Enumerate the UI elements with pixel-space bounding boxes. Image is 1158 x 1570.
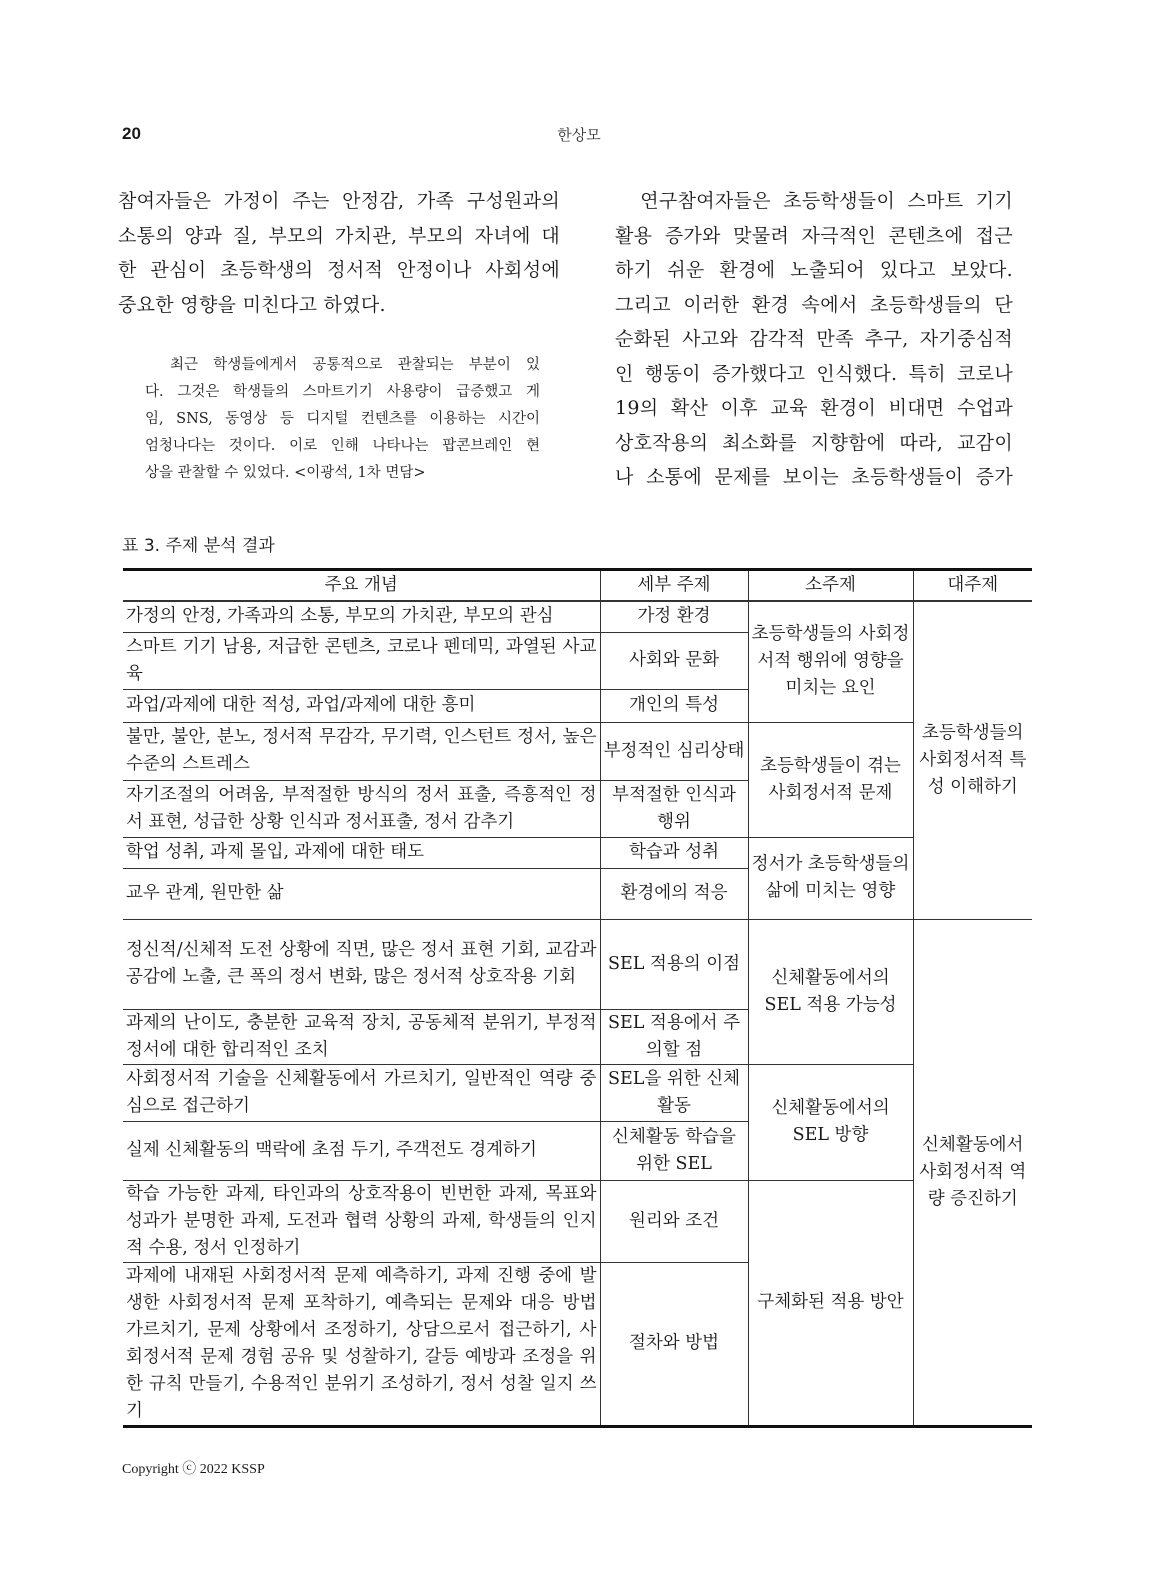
table-row [123,722,1032,780]
detail-theme-cell: SEL 적용에서 주의할 점 [600,1009,748,1064]
table-row [123,601,1032,632]
detail-theme-cell: 부정적인 심리상태 [600,722,748,780]
subtheme-cell: 초등학생들의 사회정서적 행위에 영향을 미치는 요인 [748,601,913,722]
main-theme-cell: 신체활동에서 사회정서적 역량 증진하기 [913,919,1032,1426]
main-concept-cell: 과제에 내재된 사회정서적 문제 예측하기, 과제 진행 중에 발생한 사회정서적 문제 포착하기, 예측되는 문제와 대응 방법 가르치기, 문제 상황에서 조정하기, 상담으로서 접근하기, 사회정서적 문제 경험 공유 및 성찰하기, 갈등 예방과 조정을 위한 규칙 만들기, 수용적인 분위기 조성하기, 정서 성찰 일지 쓰기 [123,1262,600,1426]
main-concept-cell: 정신적/신체적 도전 상황에 직면, 많은 정서 표현 기회, 교감과 공감에 노출, 큰 폭의 정서 변화, 많은 정서적 상호작용 기회 [123,919,600,1009]
text-line: 그리고 이러한 환경 속에서 초등학생들의 단 [615,293,1013,316]
main-concept-cell: 학습 가능한 과제, 타인과의 상호작용이 빈번한 과제, 목표와 성과가 분명한 과제, 도전과 협력 상황의 과제, 학생들의 인지적 수용, 정서 인정하기 [123,1180,600,1262]
text-line: 활용 증가와 맞물려 자극적인 콘텐츠에 접근 [615,224,1013,247]
header-main-theme: 대주제 [913,570,1032,602]
copyright: Copyright ⓒ 2022 KSSP [122,1462,265,1477]
main-concept-cell: 과제의 난이도, 충분한 교육적 장치, 공동체적 분위기, 부정적 정서에 대한 합리적인 조치 [123,1009,600,1064]
header-subtheme: 소주제 [748,570,913,602]
detail-theme-cell: 학습과 성취 [600,837,748,868]
text-line: 임, SNS, 동영상 등 디지털 컨텐츠를 이용하는 시간이 [145,411,540,427]
text-line: 엄청나다는 것이다. 이로 인해 나타나는 팝콘브레인 현 [145,438,540,454]
table-row [123,1064,1032,1121]
subtheme-cell: 초등학생들이 겪는 사회정서적 문제 [748,722,913,837]
right-column-paragraph [615,184,1013,495]
text-line: 상호작용의 최소화를 지향함에 따라, 교감이 [615,431,1013,454]
main-concept-cell: 교우 관계, 원만한 삶 [123,868,600,919]
text-line: 다. 그것은 학생들의 스마트기기 사용량이 급증했고 게 [145,384,540,400]
subtheme-cell: 신체활동에서의 SEL 적용 가능성 [748,919,913,1064]
detail-theme-cell: 개인의 특성 [600,689,748,722]
subtheme-cell: 구체화된 적용 방안 [748,1180,913,1426]
theme-analysis-table [123,568,1032,1428]
text-line: 19의 확산 이후 교육 환경이 비대면 수업과 [615,397,1013,419]
main-concept-cell: 자기조절의 어려움, 부적절한 방식의 정서 표출, 즉흥적인 정서 표현, 성급한 상황 인식과 정서표출, 정서 감추기 [123,780,600,837]
table-row [123,919,1032,1009]
main-concept-cell: 실제 신체활동의 맥락에 초점 두기, 주객전도 경계하기 [123,1121,600,1180]
detail-theme-cell: 신체활동 학습을 위한 SEL [600,1121,748,1180]
main-concept-cell: 스마트 기기 남용, 저급한 콘텐츠, 코로나 펜데믹, 과열된 사교육 [123,632,600,689]
header-detail-theme: 세부 주제 [600,570,748,602]
table-caption: 표 3. 주제 분석 결과 [122,536,275,556]
table-row [123,837,1032,868]
detail-theme-cell: 원리와 조건 [600,1180,748,1262]
main-theme-cell: 초등학생들의 사회정서적 특성 이해하기 [913,601,1032,919]
text-line: 최근 학생들에게서 공통적으로 관찰되는 부분이 있 [145,357,540,373]
interview-quote [145,352,540,487]
main-concept-cell: 과업/과제에 대한 적성, 과업/과제에 대한 흥미 [123,689,600,722]
text-line: 참여자들은 가정이 주는 안정감, 가족 구성원과의 [118,190,560,212]
left-column-paragraph [118,184,560,322]
text-line: 한 관심이 초등학생의 정서적 안정이나 사회성에 [118,259,560,281]
detail-theme-cell: 부적절한 인식과 행위 [600,780,748,837]
header-main-concept: 주요 개념 [123,570,600,602]
text-line: 소통의 양과 질, 부모의 가치관, 부모의 자녀에 대 [118,224,560,247]
text-line: 나 소통에 문제를 보이는 초등학생들이 증가 [615,466,1013,488]
detail-theme-cell: SEL을 위한 신체활동 [600,1064,748,1121]
main-concept-cell: 가정의 안정, 가족과의 소통, 부모의 가치관, 부모의 관심 [123,601,600,632]
main-concept-cell: 학업 성취, 과제 몰입, 과제에 대한 태도 [123,837,600,868]
text-line: 중요한 영향을 미친다고 하였다. [118,293,386,316]
detail-theme-cell: 사회와 문화 [600,632,748,689]
page-number: 20 [122,124,141,143]
detail-theme-cell: 가정 환경 [600,601,748,632]
detail-theme-cell: 절차와 방법 [600,1262,748,1426]
text-line: 연구참여자들은 초등학생들이 스마트 기기 [615,190,1013,212]
text-line: 하기 쉬운 환경에 노출되어 있다고 보았다. [615,259,1013,281]
detail-theme-cell: SEL 적용의 이점 [600,919,748,1009]
subtheme-cell: 신체활동에서의 SEL 방향 [748,1064,913,1180]
text-line: 상을 관찰할 수 있었다. <이광석, 1차 면담> [145,465,426,481]
main-concept-cell: 사회정서적 기술을 신체활동에서 가르치기, 일반적인 역량 중심으로 접근하기 [123,1064,600,1121]
detail-theme-cell: 환경에의 적응 [600,868,748,919]
text-line: 순화된 사고와 감각적 만족 추구, 자기중심적 [615,328,1013,350]
running-head: 한상모 [557,126,601,144]
main-concept-cell: 불만, 불안, 분노, 정서적 무감각, 무기력, 인스턴트 정서, 높은 수준의 스트레스 [123,722,600,780]
text-line: 인 행동이 증가했다고 인식했다. 특히 코로나 [615,362,1013,385]
subtheme-cell: 정서가 초등학생들의 삶에 미치는 영향 [748,837,913,919]
table-row [123,1180,1032,1262]
